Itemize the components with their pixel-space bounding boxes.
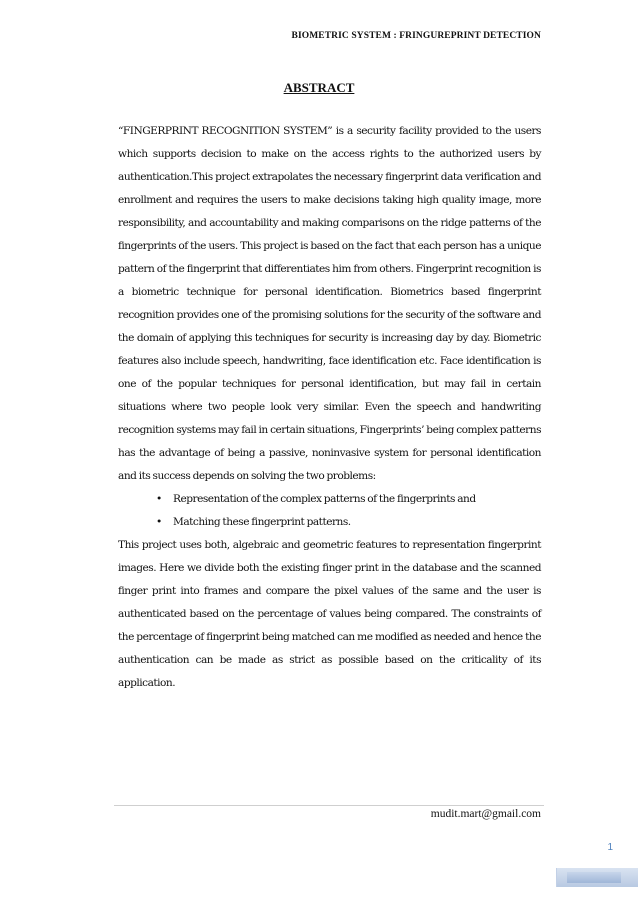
abstract-paragraph-2: This project uses both, algebraic and geometric features to representation fingerprint images. Here we divide both the existing finger print in the database and the scanned finger print into frames and compare the pixel values of the same and the user is authenticated based on the percentage of values being compared. The constraints of the percentage of fingerprint being matched can me modified as needed and hence the authentication can be made as strict as possible based on the criticality of its application. (118, 539, 541, 689)
list-item: • Matching these fingerprint patterns. (118, 511, 541, 534)
running-header: BIOMETRIC SYSTEM : FRINGUREPRINT DETECTION (291, 31, 541, 41)
page-title: ABSTRACT (283, 80, 355, 95)
page-corner-tab-shade (567, 872, 621, 883)
abstract-body (118, 120, 541, 695)
list-item: • Representation of the complex patterns of the fingerprints and (118, 488, 541, 511)
abstract-paragraph-1: “FINGERPRINT RECOGNITION SYSTEM” is a security facility provided to the users which supports decision to make on the access rights to the authorized users by authentication.This project extrapolates the necessary fingerprint data verification and enrollment and requires the users to make decisions taking high quality image, more responsibility, and accountability and making comparisons on the ridge patterns of the fingerprints of the users. This project is based on the fact that each person has a unique pattern of the fingerprint that differentiates him from others. Fingerprint recognition is a biometric technique for personal identification. Biometrics based fingerprint recognition provides one of the promising solutions for the security of the software and the domain of applying this techniques for security is increasing day by day. Biometric features also include speech, handwriting, face identification etc. Face identification is one of the popular techniques for personal identification, but may fail in certain situations where two people look very similar. Even the speech and handwriting recognition systems may fail in certain situations, Fingerprints’ being complex patterns has the advantage of being a passive, noninvasive system for personal identification and its success depends on solving the two problems: (118, 125, 541, 482)
problem-list (118, 488, 541, 534)
footer-email: mudit.mart@gmail.com (430, 808, 541, 820)
title-container (0, 79, 638, 97)
footer-divider (114, 805, 544, 806)
page-corner-tab (556, 868, 638, 887)
page-number: 1 (607, 842, 613, 853)
